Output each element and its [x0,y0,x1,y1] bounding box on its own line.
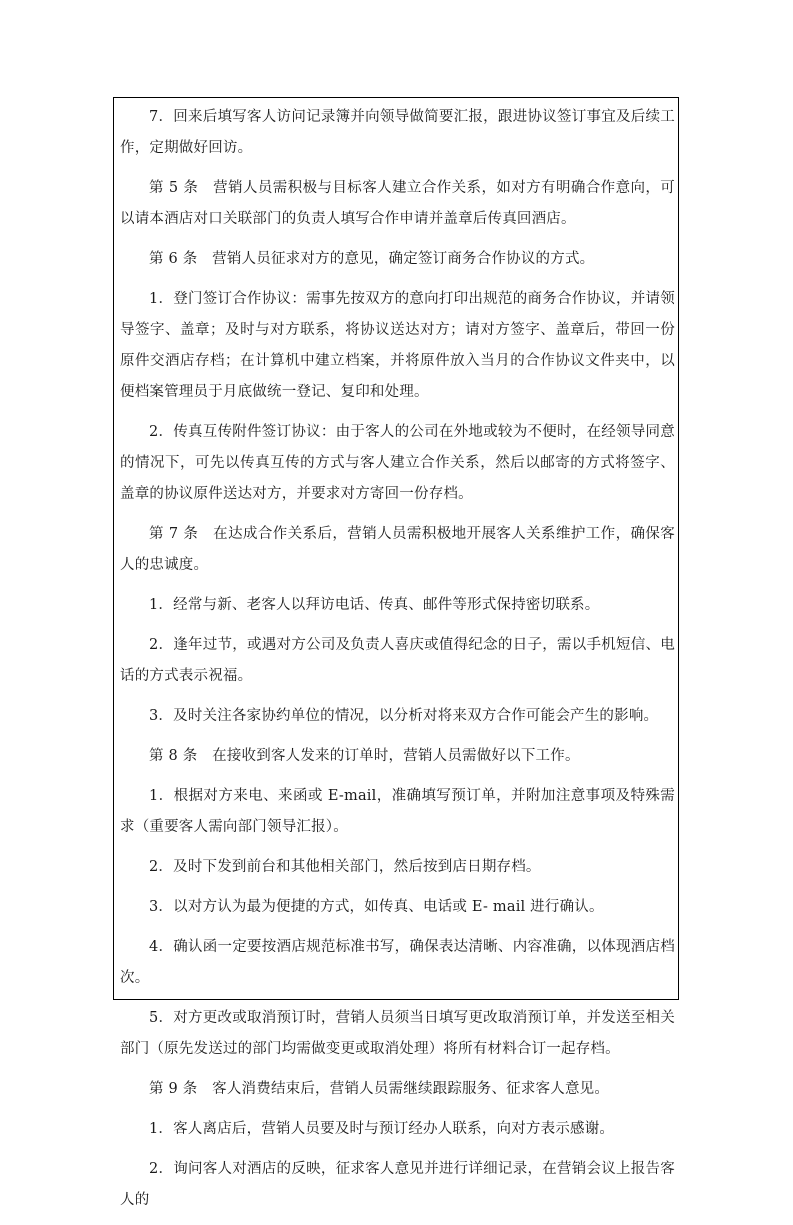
paragraph-change-cancel: 5．对方更改或取消预订时，营销人员须当日填写更改取消预订单，并发送至相关部门（原先发送过的部门均需做变更或取消处理）将所有材料合订一起存档。 [120,1010,675,1057]
paragraph-confirmation-letter: 4．确认函一定要按酒店规范标准书写，确保表达清晰、内容准确，以体现酒店档次。 [120,939,675,986]
paragraph-thank-guest: 1．客人离店后，营销人员要及时与预订经办人联系，向对方表示感谢。 [149,1121,615,1137]
article-8-paragraph: 第 8 条 在接收到客人发来的订单时，营销人员需做好以下工作。 [149,748,580,764]
paragraph-festival-greetings: 2．逢年过节，或遇对方公司及负责人喜庆或值得纪念的日子，需以手机短信、电话的方式表示祝福。 [120,637,675,684]
article-7-paragraph: 第 7 条 在达成合作关系后，营销人员需积极地开展客人关系维护工作，确保客人的忠诚度。 [120,526,675,573]
paragraph-fill-order: 1．根据对方来电、来函或 E-mail，准确填写预订单，并附加注意事项及特殊需求（重要客人需向部门领导汇报）。 [120,788,675,835]
article-5-paragraph: 第 5 条 营销人员需积极与目标客人建立合作关系，如对方有明确合作意向，可以请本酒店对口关联部门的负责人填写合作申请并盖章后传真回酒店。 [120,180,675,227]
paragraph-item-7-followup: 7．回来后填写客人访问记录簿并向领导做简要汇报，跟进协议签订事宜及后续工作，定期做好回访。 [120,109,675,156]
article-6-paragraph: 第 6 条 营销人员征求对方的意见，确定签订商务合作协议的方式。 [149,251,595,267]
article-9-paragraph: 第 9 条 客人消费结束后，营销人员需继续跟踪服务、征求客人意见。 [149,1081,610,1097]
paragraph-distribute-order: 2．及时下发到前台和其他相关部门，然后按到店日期存档。 [149,859,541,875]
paragraph-monitor-partners: 3．及时关注各家协约单位的情况，以分析对将来双方合作可能会产生的影响。 [149,708,659,724]
document-body [120,102,675,1225]
paragraph-confirm-order: 3．以对方认为最为便捷的方式，如传真、电话或 E- mail 进行确认。 [149,899,604,915]
paragraph-keep-contact: 1．经常与新、老客人以拜访电话、传真、邮件等形式保持密切联系。 [149,597,600,613]
content-frame [113,97,679,1208]
paragraph-door-signing: 1．登门签订合作协议：需事先按双方的意向打印出规范的商务合作协议，并请领导签字、盖章；及时与对方联系，将协议送达对方；请对方签字、盖章后，带回一份原件交酒店存档；在计算机中建立档案，并将原件放入当月的合作协议文件夹中，以便档案管理员于月底做统一登记、复印和处理。 [120,291,675,400]
paragraph-collect-feedback: 2．询问客人对酒店的反映，征求客人意见并进行详细记录，在营销会议上报告客人的 [120,1161,675,1208]
paragraph-fax-signing: 2．传真互传附件签订协议：由于客人的公司在外地或较为不便时，在经领导同意的情况下，可先以传真互传的方式与客人建立合作关系，然后以邮寄的方式将签字、盖章的协议原件送达对方，并要求对方寄回一份存档。 [120,424,675,502]
